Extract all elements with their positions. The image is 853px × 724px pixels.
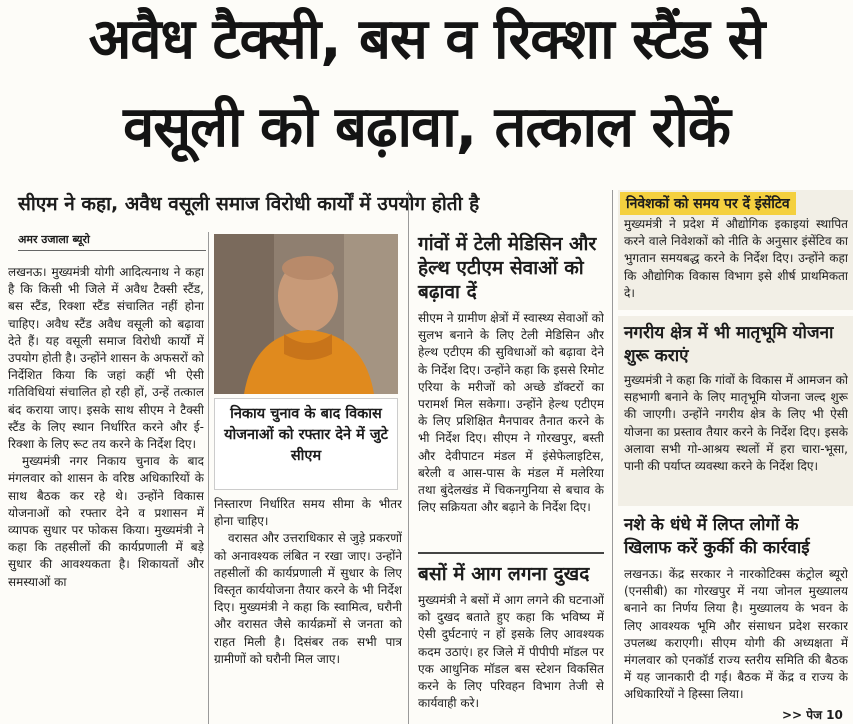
sidebar-paragraph: मुख्यमंत्री ने प्रदेश में औद्योगिक इकाइयां स्थापित करने वाले निवेशकों को नीति के अनुसार इंसेंटिव का भुगतान समयबद्ध करने के निर्देश दिए। उन्होंने कहा कि औद्योगिक विकास विभाग इसे शीर्ष प्राथमिकता दे।: [624, 217, 848, 300]
cm-photo: [214, 234, 398, 394]
story-heading-telemedicine: गांवों में टेली मेडिसिन और हेल्थ एटीएम सेवाओं को बढ़ावा दें: [418, 233, 597, 303]
sidebar-heading-narcotics: नशे के धंधे में लिप्त लोगों के खिलाफ करें कुर्की की कार्रवाई: [624, 515, 810, 558]
story-paragraph: मुख्यमंत्री ने बसों में आग लगने की घटनाओं को दुखद बताते हुए कहा कि भविष्य में ऐसी दुर्घटनाएं न हों इसके लिए आवश्यक कदम उठाएं। हर जिले में पीपीपी मॉडल पर एक आधुनिक मॉडल बस स्टेशन विकसित करने के लिए परिवहन विभाग तेजी से कार्यवाही करे।: [418, 593, 604, 711]
story-divider: [418, 552, 604, 554]
cm-portrait-image: [214, 234, 398, 394]
story-paragraph: सीएम ने ग्रामीण क्षेत्रों में स्वास्थ्य सेवाओं को सुलभ बनाने के लिए टेली मेडिसिन और हेल्थ एटीएम की सुविधाओं को बढ़ावा देने के निर्देश दिए। उन्होंने कहा कि इससे रिमोट एरिया के मरीजों को अच्छे डॉक्टरों का परामर्श मिल सकेगा। उन्होंने हेल्थ एटीएम के लिए प्रशिक्षित मैनपावर तैनात करने के भी निर्देश दिए। सीएम ने गोरखपुर, बस्ती और देवीपाटन मंडल में इंसेफेलाइटिस, बरेली व आस-पास के मंडल में मलेरिया तथा बुंदेलखंड में चिकनगुनिया से बचाव के लिए सक्रियता और बढ़ाने के निर्देश दिए।: [418, 311, 604, 515]
sidebar-body-narcotics: [624, 566, 848, 706]
column-2-paragraph: निस्तारण निर्धारित समय सीमा के भीतर होना चाहिए।: [214, 497, 402, 529]
story-body-bus-fire: [418, 592, 604, 722]
story-heading-bus-fire: बसों में आग लगना दुखद: [418, 563, 590, 585]
byline: अमर उजाला ब्यूरो: [18, 233, 90, 246]
sidebar-paragraph: मुख्यमंत्री ने कहा कि गांवों के विकास में आमजन को सहभागी बनाने के लिए मातृभूमि योजना जल्द शुरू की जाएगी। उन्होंने नगरीय क्षेत्र के लिए भी ऐसी योजना का प्रस्ताव तैयार करने के निर्देश दिए। इसके अलावा सभी गो-आश्रय स्थलों में हरा चारा-भूसा, पानी की पर्याप्त व्यवस्था करने के निर्देश दिए।: [624, 373, 848, 474]
column-2-body: [214, 496, 402, 724]
page-reference-link[interactable]: >> पेज 10: [782, 708, 843, 722]
column-divider: [408, 190, 409, 724]
column-divider: [208, 232, 209, 724]
subheadline: सीएम ने कहा, अवैध वसूली समाज विरोधी कार्यों में उपयोग होती है: [18, 193, 480, 215]
column-1-paragraph: मुख्यमंत्री नगर निकाय चुनाव के बाद मंगलवार को शासन के वरिष्ठ अधिकारियों के साथ बैठक कर रहे थे। उन्होंने विकास योजनाओं को रफ्तार देने व प्रशासन में व्यापक सुधार पर फोकस किया। मुख्यमंत्री ने कहा कि तहसीलों की कार्यप्रणाली में बड़े सुधार की आवश्यकता है। शिकायतों और समस्याओं का: [8, 454, 204, 589]
column-1-body: [8, 264, 204, 724]
sidebar-body-investors: [624, 216, 848, 308]
byline-divider: [18, 250, 206, 251]
headline-line-1: अवैध टैक्सी, बस व रिक्शा स्टैंड से: [88, 7, 765, 72]
column-1-paragraph: लखनऊ। मुख्यमंत्री योगी आदित्यनाथ ने कहा है कि किसी भी जिले में अवैध टैक्सी स्टैंड, बस स्टैंड, रिक्शा स्टैंड संचालित नहीं होना चाहिए। अवैध स्टैंड अवैध वसूली को बढ़ावा देते हैं। यह वसूली समाज विरोधी कार्यों में उपयोग होती है। उन्होंने शासन के अफसरों को निर्देशित किया कि जहां कहीं भी ऐसी गतिविधियां संचालित हो रही हों, उन्हें तत्काल बंद कराया जाए। इसके साथ सीएम ने टैक्सी स्टैंड के लिए स्थान निर्धारित करने और ई-रिक्शा के लिए रूट तय करने के निर्देश दिए।: [8, 265, 204, 452]
story-body-telemedicine: [418, 310, 604, 550]
photo-caption: निकाय चुनाव के बाद विकास योजनाओं को रफ्तार देने में जुटे सीएम: [214, 398, 398, 490]
headline-line-2: वसूली को बढ़ावा, तत्काल रोकें: [123, 95, 730, 160]
sidebar-body-matribhumi: [624, 372, 848, 504]
sidebar-paragraph: लखनऊ। केंद्र सरकार ने नारकोटिक्स कंट्रोल ब्यूरो (एनसीबी) का गोरखपुर में नया जोनल मुख्यालय बनाने का निर्णय लिया है। मुख्यालय के भवन के लिए आवश्यक भूमि और संसाधन प्रदेश सरकार उपलब्ध कराएगी। सीएम योगी की अध्यक्षता में मंगलवार को एनकॉर्ड राज्य स्तरीय समिति की बैठक में यह जानकारी दी गई। बैठक में केंद्र व राज्य के अधिकारियों ने हिस्सा लिया।: [624, 567, 848, 702]
column-divider: [612, 190, 613, 724]
sidebar-heading-investors: निवेशकों को समय पर दें इंसेंटिव: [620, 192, 796, 215]
sidebar-heading-matribhumi: नगरीय क्षेत्र में भी मातृभूमि योजना शुरू कराएं: [624, 323, 834, 366]
column-2-paragraph: वरासत और उत्तराधिकार से जुड़े प्रकरणों को अनावश्यक लंबित न रखा जाए। उन्होंने तहसीलों की कार्यप्रणाली में सुधार के लिए विस्तृत कार्ययोजना तैयार करने के भी निर्देश दिए। मुख्यमंत्री ने कहा कि स्वामित्व, घरौनी और वरासत जैसे कार्यक्रमों से जनता को राहत मिली है। दिसंबर तक सभी पात्र ग्रामीणों को घरौनी मिल जाए।: [214, 531, 402, 666]
